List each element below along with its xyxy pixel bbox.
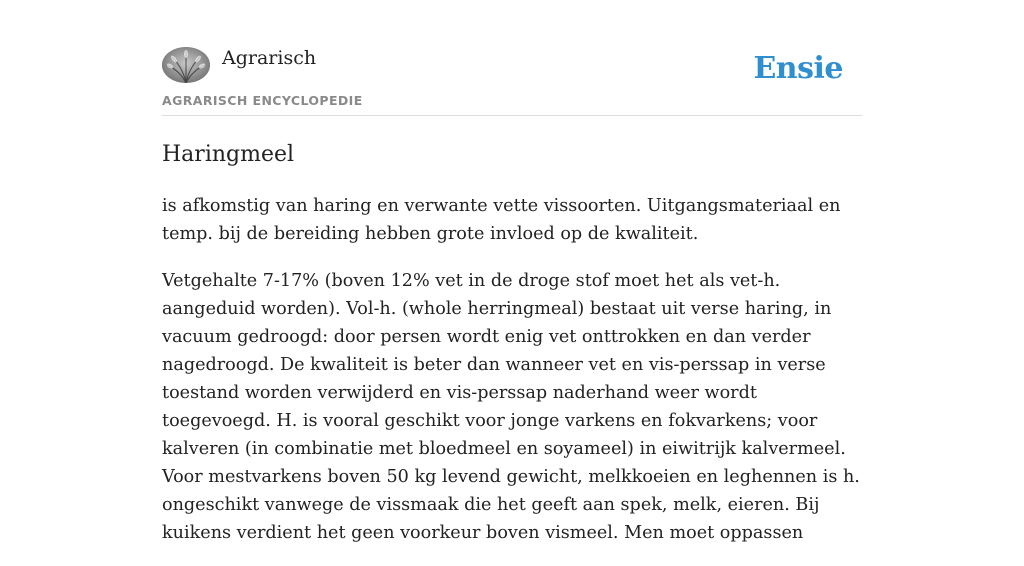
- source-name[interactable]: Agrarisch: [222, 47, 317, 69]
- ensie-logo[interactable]: Ensie: [753, 51, 843, 86]
- article-title: Haringmeel: [162, 142, 295, 167]
- source-avatar[interactable]: [162, 47, 210, 83]
- source-subtitle: AGRARISCH ENCYCLOPEDIE: [162, 93, 363, 108]
- article-paragraph: is afkomstig van haring en verwante vette vissoorten. Uitgangsmateriaal en temp. bij de bereiding hebben grote invloed op de kwaliteit.: [162, 196, 841, 244]
- header: [162, 0, 862, 116]
- wheat-icon: [162, 47, 210, 83]
- article-paragraph: Vetgehalte 7-17% (boven 12% vet in de droge stof moet het als vet-h. aangeduid worden). Vol-h. (whole herringmeal) bestaat uit verse haring, in vacuum gedroogd: door persen wordt enig vet onttrokken en dan verder nagedroogd. De kwaliteit is beter dan wanneer vet en vis-perssap in verse toestand worden verwijderd en vis-perssap naderhand weer wordt toegevoegd. H. is vooral geschikt voor jonge varkens en fokvarkens; voor kalveren (in combinatie met bloedmeel en soyameel) in eiwitrijk kalvermeel. Voor mestvarkens boven 50 kg levend gewicht, melkkoeien en leghennen is h. ongeschikt vanwege de vissmaak die het geeft aan spek, melk, eieren. Bij kuikens verdient het geen voorkeur boven vismeel. Men moet oppassen: [162, 271, 860, 543]
- article-body: [162, 192, 862, 566]
- page-container: [162, 0, 862, 543]
